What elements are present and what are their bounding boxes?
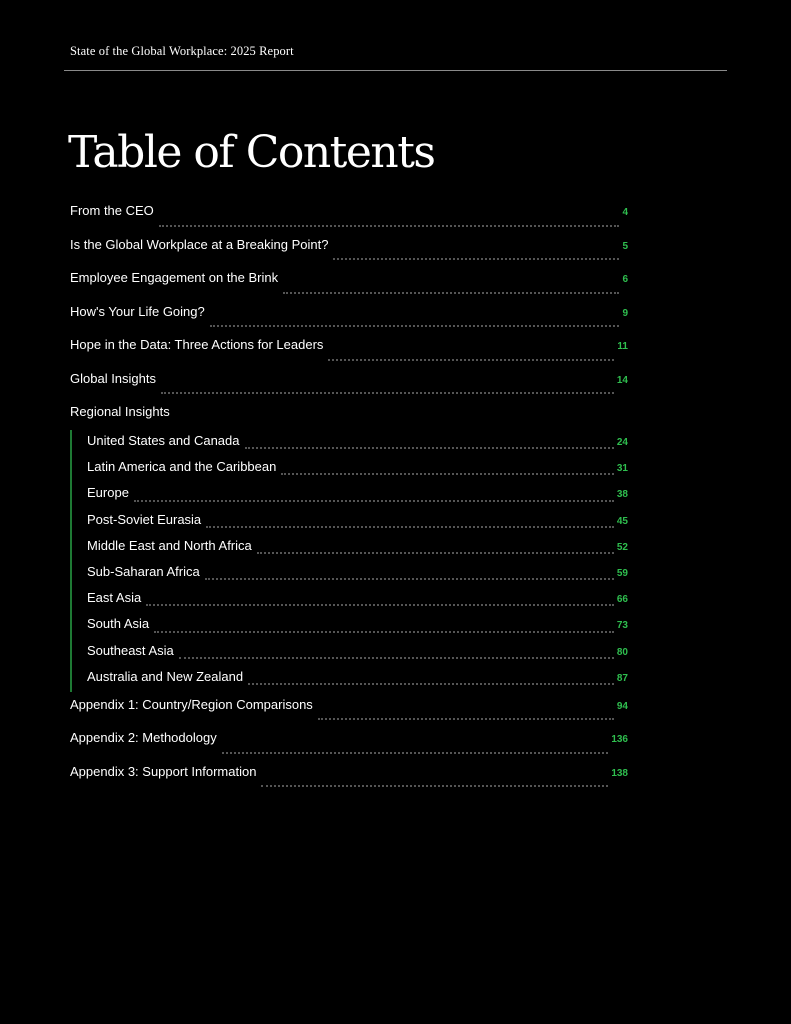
dot-leader [222,752,609,754]
toc-entry-page: 6 [622,274,628,285]
toc-entry-page: 80 [616,646,628,658]
toc-sub-entry[interactable] [87,482,628,508]
toc-sub-entry[interactable] [87,666,628,692]
toc-entry-label: Latin America and the Caribbean [87,459,277,475]
toc-sub-entry[interactable] [87,587,628,613]
toc-entry-page: 45 [616,515,628,527]
header-divider [64,70,727,71]
toc-entry[interactable] [70,301,628,335]
toc-entry-page: 66 [616,594,628,606]
toc-entry-label: Sub-Saharan Africa [87,563,200,579]
toc-entry-page: 11 [617,341,628,352]
dot-leader [161,392,614,394]
table-of-contents [70,200,628,794]
toc-sub-entry[interactable] [87,640,628,666]
toc-sub-entry[interactable] [87,535,628,561]
toc-entry-label: Appendix 3: Support Information [70,763,257,779]
dot-leader [328,359,614,361]
toc-entry[interactable] [70,368,628,402]
toc-entry-page: 52 [616,541,628,553]
toc-entry-page: 73 [616,620,628,632]
toc-entry-page: 5 [622,240,628,252]
toc-entry-page: 87 [616,672,628,684]
dot-leader [333,258,619,260]
toc-entry-label: Employee Engagement on the Brink [70,270,279,285]
toc-entry-label: Global Insights [70,370,156,386]
toc-sub-entry[interactable] [87,430,628,456]
regional-entries [70,430,628,692]
toc-entry[interactable] [70,200,628,234]
toc-entry-page: 94 [616,700,628,712]
toc-sub-entry[interactable] [87,509,628,535]
dot-leader [245,447,614,449]
dot-leader [134,500,614,502]
toc-entry-page: 31 [616,463,628,475]
dot-leader [154,631,614,633]
toc-entry-page: 9 [622,307,628,319]
toc-entry[interactable] [70,334,628,368]
toc-entry-label: Middle East and North Africa [87,537,252,553]
toc-entry-page: 136 [611,734,628,746]
dot-leader [261,785,608,787]
toc-entry[interactable] [70,761,628,795]
dot-leader [210,325,620,327]
toc-entry-label: Europe [87,485,129,501]
dot-leader [318,718,614,720]
toc-entry-label: Post-Soviet Eurasia [87,511,202,527]
toc-entry[interactable] [70,267,628,301]
dot-leader [281,473,614,475]
toc-entry-label: Hope in the Data: Three Actions for Leaders [70,337,324,352]
dot-leader [146,604,614,606]
toc-entry-label: United States and Canada [87,433,240,448]
toc-sub-entry[interactable] [87,613,628,639]
dot-leader [257,552,614,554]
toc-sub-entry[interactable] [87,561,628,587]
toc-entry-page: 38 [616,489,628,501]
toc-entry-page: 59 [616,567,628,579]
dot-leader [248,683,614,685]
running-header: State of the Global Workplace: 2025 Report [70,44,294,58]
toc-entry[interactable] [70,694,628,728]
toc-entry-label: Appendix 2: Methodology [70,730,217,746]
toc-appendix-entries [70,694,628,795]
toc-entry-label: Southeast Asia [87,642,174,658]
dot-leader [179,657,614,659]
toc-entry-label: Appendix 1: Country/Region Comparisons [70,696,313,712]
dot-leader [283,292,619,294]
toc-entry-page: 14 [616,374,628,386]
toc-entry-label: East Asia [87,590,142,606]
dot-leader [159,225,620,227]
toc-entry[interactable] [70,234,628,268]
toc-sub-entry[interactable] [87,456,628,482]
dot-leader [205,578,614,580]
toc-main-entries [70,200,628,401]
toc-entry-page: 24 [616,437,628,448]
toc-entry-label: How's Your Life Going? [70,303,205,319]
toc-entry-label: South Asia [87,616,150,632]
toc-entry-label: Australia and New Zealand [87,668,244,684]
toc-entry-page: 4 [622,207,628,218]
regional-insights-heading: Regional Insights [70,404,170,419]
toc-entry-page: 138 [611,767,628,779]
page-title: Table of Contents [68,127,435,178]
toc-entry-label: From the CEO [70,203,154,218]
toc-entry[interactable] [70,727,628,761]
dot-leader [206,526,614,528]
toc-entry-label: Is the Global Workplace at a Breaking Point? [70,236,329,252]
